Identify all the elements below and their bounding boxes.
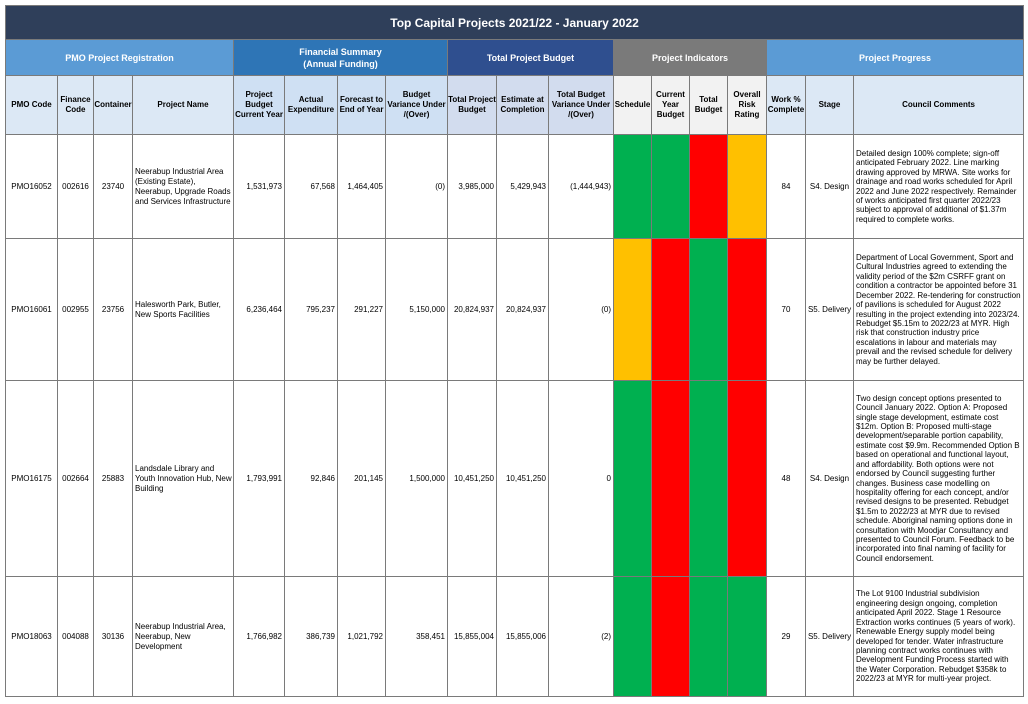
cell-total-budget: 10,451,250	[448, 381, 497, 577]
table-row	[6, 577, 1024, 697]
cell-project-name: Halesworth Park, Butler, New Sports Facilities	[133, 239, 234, 381]
col-header-budget-variance: Budget Variance Under /(Over)	[386, 76, 448, 135]
cell-finance-code: 004088	[58, 577, 94, 697]
group-project-indicators: Project Indicators	[614, 40, 767, 76]
cell-forecast: 291,227	[338, 239, 386, 381]
indicator-total-budget	[690, 381, 728, 577]
cell-estimate: 10,451,250	[497, 381, 549, 577]
col-header-work-complete: Work % Complete	[767, 76, 806, 135]
cell-estimate: 5,429,943	[497, 135, 549, 239]
report	[5, 5, 1024, 699]
indicator-overall-risk	[728, 135, 767, 239]
cell-total-budget: 3,985,000	[448, 135, 497, 239]
indicator-schedule	[614, 381, 652, 577]
cell-work-pct: 70	[767, 239, 806, 381]
col-header-project-name: Project Name	[133, 76, 234, 135]
cell-stage: S5. Delivery	[806, 577, 854, 697]
indicator-total-budget	[690, 135, 728, 239]
col-header-current-year-budget: Current Year Budget	[652, 76, 690, 135]
indicator-current-year-budget	[652, 239, 690, 381]
cell-container: 25883	[94, 381, 133, 577]
col-header-stage: Stage	[806, 76, 854, 135]
capital-projects-table	[5, 5, 1024, 697]
cell-container: 30136	[94, 577, 133, 697]
cell-work-pct: 48	[767, 381, 806, 577]
cell-pmo-code: PMO16061	[6, 239, 58, 381]
group-total-project-budget: Total Project Budget	[448, 40, 614, 76]
cell-budget-current: 1,531,973	[234, 135, 285, 239]
table-row	[6, 381, 1024, 577]
group-financial-summary-label: Financial Summary (Annual Funding)	[299, 46, 382, 69]
col-header-total-budget-indicator: Total Budget	[690, 76, 728, 135]
cell-actual: 92,846	[285, 381, 338, 577]
cell-actual: 67,568	[285, 135, 338, 239]
table-row	[6, 239, 1024, 381]
indicator-overall-risk	[728, 239, 767, 381]
cell-budget-current: 1,766,982	[234, 577, 285, 697]
col-header-finance-code: Finance Code	[58, 76, 94, 135]
col-header-estimate-at-completion: Estimate at Completion	[497, 76, 549, 135]
cell-total-budget: 15,855,004	[448, 577, 497, 697]
col-header-total-budget-variance: Total Budget Variance Under /(Over)	[549, 76, 614, 135]
indicator-schedule	[614, 239, 652, 381]
cell-finance-code: 002664	[58, 381, 94, 577]
cell-estimate: 15,855,006	[497, 577, 549, 697]
cell-project-name: Neerabup Industrial Area (Existing Estate), Neerabup, Upgrade Roads and Services Infrastructure	[133, 135, 234, 239]
group-project-progress: Project Progress	[767, 40, 1024, 76]
col-header-pmo-code: PMO Code	[6, 76, 58, 135]
cell-total-budget: 20,824,937	[448, 239, 497, 381]
cell-forecast: 1,464,405	[338, 135, 386, 239]
cell-variance: 1,500,000	[386, 381, 448, 577]
cell-total-variance: 0	[549, 381, 614, 577]
cell-council-comments: The Lot 9100 Industrial subdivision engineering design ongoing, completion anticipated April 2022. Stage 1 Resource Extraction works continues (5 years of work). Renewable Energy supply model being developed for tender. Water infrastructure planning contract works continues with Development Funding Process started with the Water Corporation. Rebudget $358k to 2022/23 at MYR for multi-year project.	[854, 577, 1024, 697]
cell-actual: 386,739	[285, 577, 338, 697]
cell-pmo-code: PMO16052	[6, 135, 58, 239]
cell-total-variance: (1,444,943)	[549, 135, 614, 239]
col-header-actual-expenditure: Actual Expenditure	[285, 76, 338, 135]
col-header-schedule: Schedule	[614, 76, 652, 135]
cell-council-comments: Department of Local Government, Sport and Cultural Industries agreed to extending the validity period of the $2m CSRFF grant on condition a contractor be appointed before 31 December 2022. Re-tendering for construction of pavilions is scheduled for August 2022 resulting in the project extending into 2023/24. Rebudget $5.15m to 2022/23 at MYR. High risk that construction industry price escalations in labour and materials may prevail and the revised schedule for delivery may be further delayed.	[854, 239, 1024, 381]
cell-pmo-code: PMO16175	[6, 381, 58, 577]
cell-container: 23740	[94, 135, 133, 239]
indicator-overall-risk	[728, 381, 767, 577]
group-financial-summary	[234, 40, 448, 76]
group-pmo-registration: PMO Project Registration	[6, 40, 234, 76]
cell-work-pct: 29	[767, 577, 806, 697]
cell-container: 23756	[94, 239, 133, 381]
cell-council-comments: Two design concept options presented to Council January 2022. Option A: Proposed single stage development, estimate cost $12m. Option B: Proposed multi-stage development/separable portion capability, estimate cost $9.9m. Recommended Option B based on operational and functional layout, and affordability. Both options were not endorsed by Council suggesting further changes. Business case modelling on hospitality offering for each concept, and/or revised designs to be presented. Rebudget $1.5m to 2022/23 at MYR due to revised schedule. Aboriginal naming options done in consultation with Moodjar Consultancy and presented to Council Forum. Feedback to be incorporated into final naming of facility for Council endorsement.	[854, 381, 1024, 577]
cell-stage: S4. Design	[806, 135, 854, 239]
indicator-current-year-budget	[652, 577, 690, 697]
cell-project-name: Neerabup Industrial Area, Neerabup, New Development	[133, 577, 234, 697]
cell-finance-code: 002616	[58, 135, 94, 239]
cell-variance: (0)	[386, 135, 448, 239]
cell-actual: 795,237	[285, 239, 338, 381]
cell-council-comments: Detailed design 100% complete; sign-off anticipated February 2022. Line marking drawing approved by MRWA. Site works for drainage and road works scheduled for April 2022 and June 2022 respectively. Remainder of works anticipated first quarter 2022/23 subject to approval of additional of $1.37m required to complete works.	[854, 135, 1024, 239]
indicator-total-budget	[690, 239, 728, 381]
cell-pmo-code: PMO18063	[6, 577, 58, 697]
cell-total-variance: (2)	[549, 577, 614, 697]
cell-total-variance: (0)	[549, 239, 614, 381]
cell-budget-current: 1,793,991	[234, 381, 285, 577]
cell-finance-code: 002955	[58, 239, 94, 381]
indicator-schedule	[614, 577, 652, 697]
cell-estimate: 20,824,937	[497, 239, 549, 381]
col-header-overall-risk-rating: Overall Risk Rating	[728, 76, 767, 135]
indicator-schedule	[614, 135, 652, 239]
col-header-container: Container	[94, 76, 133, 135]
indicator-current-year-budget	[652, 381, 690, 577]
table-row	[6, 135, 1024, 239]
cell-forecast: 1,021,792	[338, 577, 386, 697]
cell-work-pct: 84	[767, 135, 806, 239]
col-header-council-comments: Council Comments	[854, 76, 1024, 135]
cell-stage: S5. Delivery	[806, 239, 854, 381]
cell-forecast: 201,145	[338, 381, 386, 577]
indicator-total-budget	[690, 577, 728, 697]
cell-variance: 358,451	[386, 577, 448, 697]
indicator-overall-risk	[728, 577, 767, 697]
indicator-current-year-budget	[652, 135, 690, 239]
cell-variance: 5,150,000	[386, 239, 448, 381]
col-header-total-project-budget: Total Project Budget	[448, 76, 497, 135]
col-header-forecast: Forecast to End of Year	[338, 76, 386, 135]
col-header-budget-current-year: Project Budget Current Year	[234, 76, 285, 135]
cell-budget-current: 6,236,464	[234, 239, 285, 381]
cell-stage: S4. Design	[806, 381, 854, 577]
report-title: Top Capital Projects 2021/22 - January 2022	[6, 6, 1024, 40]
cell-project-name: Landsdale Library and Youth Innovation Hub, New Building	[133, 381, 234, 577]
